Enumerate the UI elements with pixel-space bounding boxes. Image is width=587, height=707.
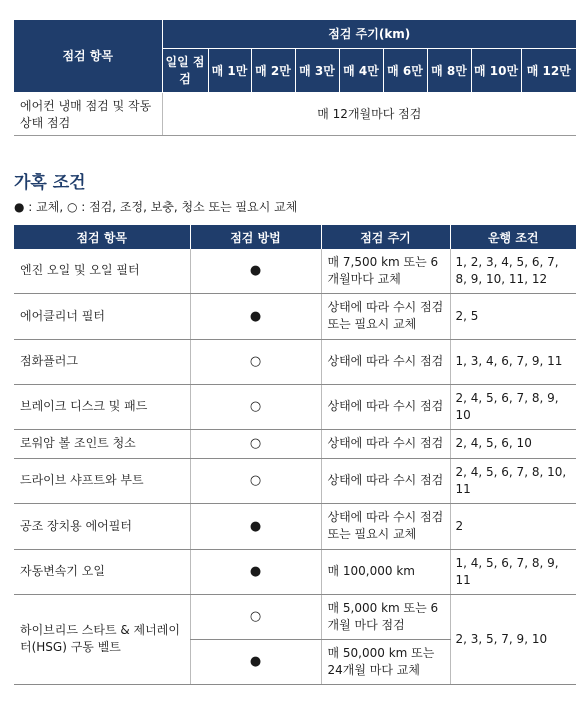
subheader-30k: 매 3만 [295, 48, 339, 92]
row-item: 로워암 볼 조인트 청소 [14, 429, 190, 458]
table-row [14, 339, 576, 384]
subheader-10k: 매 1만 [208, 48, 251, 92]
row-cycle: 상태에 따라 수시 점검 [321, 429, 450, 458]
subheader-80k: 매 8만 [427, 48, 471, 92]
table-row [14, 384, 576, 429]
row-condition: 2, 4, 5, 6, 10 [450, 429, 576, 458]
row-cycle: 매 50,000 km 또는 24개월 마다 교체 [321, 639, 450, 684]
row-cycle: 상태에 따라 수시 점검 [321, 458, 450, 503]
inspection-cycle-table [14, 20, 576, 136]
table-row [14, 293, 576, 339]
table-row [14, 594, 576, 639]
row-condition: 2, 4, 5, 6, 7, 8, 10, 11 [450, 458, 576, 503]
row-condition: 2, 4, 5, 6, 7, 8, 9, 10 [450, 384, 576, 429]
subheader-40k: 매 4만 [339, 48, 383, 92]
row-cycle: 매 12개월마다 점검 [162, 92, 576, 135]
table-row [14, 458, 576, 503]
row-cycle: 상태에 따라 수시 점검 [321, 384, 450, 429]
section-title: 가혹 조건 [14, 173, 86, 193]
method-symbol: ● [190, 549, 321, 594]
row-condition: 2 [450, 503, 576, 549]
header-item: 점검 항목 [14, 20, 162, 92]
subheader-20k: 매 2만 [251, 48, 295, 92]
method-symbol: ● [190, 249, 321, 293]
method-symbol: ○ [190, 384, 321, 429]
legend: ● : 교체, ○ : 점검, 조정, 보충, 청소 또는 필요시 교체 [14, 200, 298, 214]
subheader-daily: 일일 점검 [162, 48, 208, 92]
table-row [14, 503, 576, 549]
subheader-100k: 매 10만 [471, 48, 521, 92]
row-item: 엔진 오일 및 오일 필터 [14, 249, 190, 293]
subheader-60k: 매 6만 [383, 48, 427, 92]
row-condition: 2, 3, 5, 7, 9, 10 [450, 594, 576, 684]
row-item: 브레이크 디스크 및 패드 [14, 384, 190, 429]
severe-conditions-table [14, 225, 576, 685]
header-method: 점검 방법 [190, 225, 321, 249]
row-condition: 1, 4, 5, 6, 7, 8, 9, 11 [450, 549, 576, 594]
method-symbol: ○ [190, 458, 321, 503]
row-item: 하이브리드 스타트 & 제너레이터(HSG) 구동 벨트 [14, 594, 190, 684]
row-item: 에어컨 냉매 점검 및 작동 상태 점검 [14, 92, 162, 135]
header-item: 점검 항목 [14, 225, 190, 249]
method-symbol: ○ [190, 429, 321, 458]
method-symbol: ● [190, 293, 321, 339]
method-symbol: ○ [190, 594, 321, 639]
header-cycle: 점검 주기 [321, 225, 450, 249]
row-item: 에어클리너 필터 [14, 293, 190, 339]
row-item: 자동변속기 오일 [14, 549, 190, 594]
header-cycle: 점검 주기(km) [162, 20, 576, 48]
row-cycle: 매 5,000 km 또는 6개월 마다 점검 [321, 594, 450, 639]
row-condition: 1, 2, 3, 4, 5, 6, 7, 8, 9, 10, 11, 12 [450, 249, 576, 293]
row-condition: 2, 5 [450, 293, 576, 339]
row-cycle: 상태에 따라 수시 점검 또는 필요시 교체 [321, 503, 450, 549]
row-item: 점화플러그 [14, 339, 190, 384]
row-item: 드라이브 샤프트와 부트 [14, 458, 190, 503]
table-row [14, 249, 576, 293]
row-cycle: 매 7,500 km 또는 6개월마다 교체 [321, 249, 450, 293]
method-symbol: ● [190, 503, 321, 549]
row-cycle: 상태에 따라 수시 점검 또는 필요시 교체 [321, 293, 450, 339]
method-symbol: ● [190, 639, 321, 684]
method-symbol: ○ [190, 339, 321, 384]
header-condition: 운행 조건 [450, 225, 576, 249]
table-row [14, 92, 576, 135]
table-row [14, 429, 576, 458]
row-item: 공조 장치용 에어필터 [14, 503, 190, 549]
subheader-120k: 매 12만 [521, 48, 576, 92]
row-condition: 1, 3, 4, 6, 7, 9, 11 [450, 339, 576, 384]
table-row [14, 549, 576, 594]
row-cycle: 매 100,000 km [321, 549, 450, 594]
row-cycle: 상태에 따라 수시 점검 [321, 339, 450, 384]
